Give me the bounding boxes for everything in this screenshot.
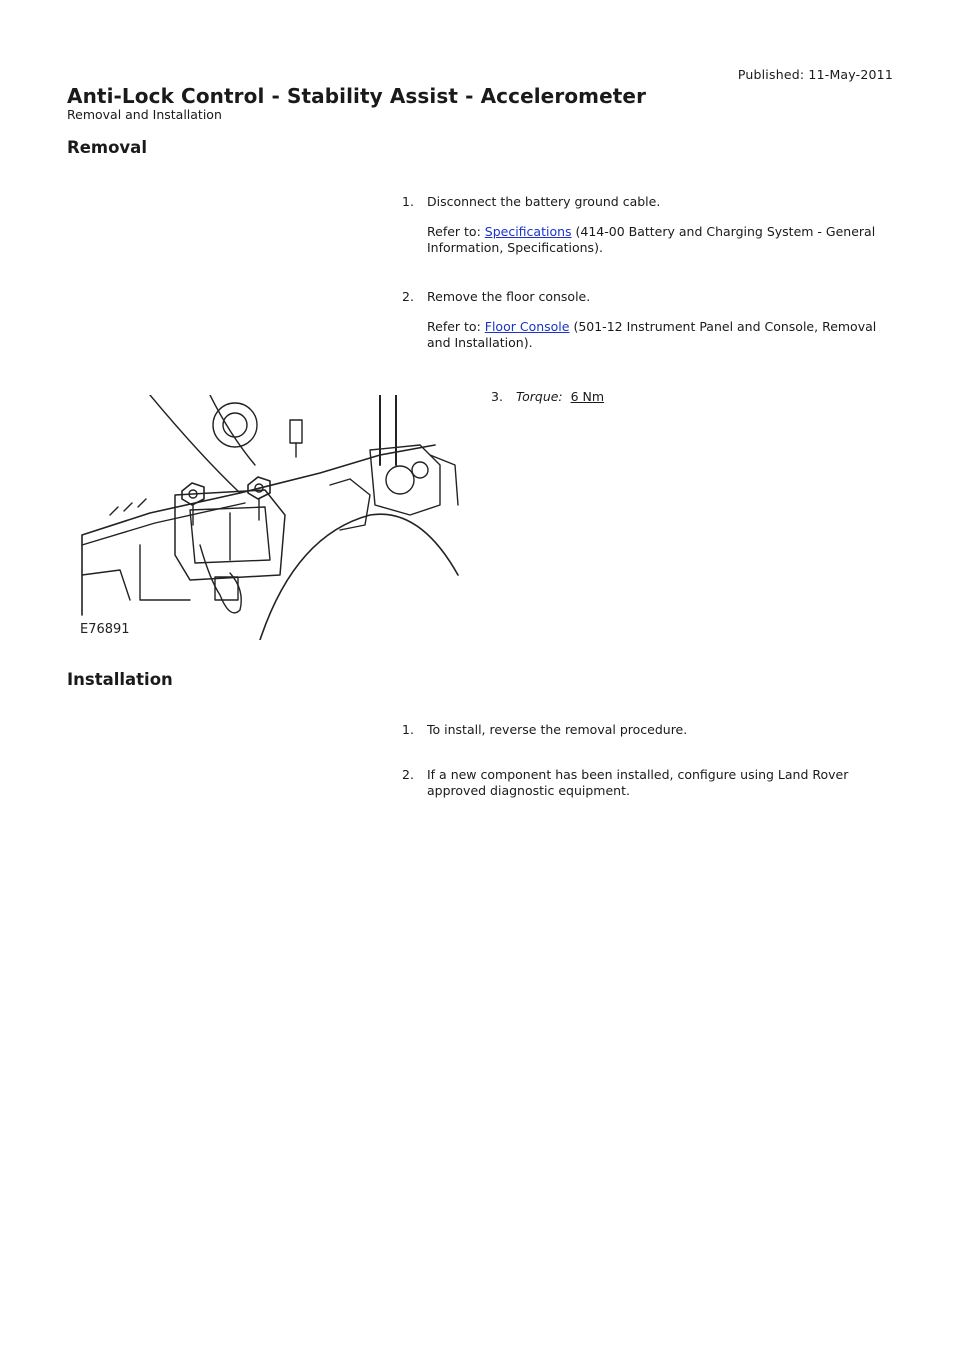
step-text: To install, reverse the removal procedure.: [427, 722, 688, 737]
removal-step-2: [402, 289, 892, 351]
step-text: If a new component has been installed, configure using Land Rover approved diagnostic equipment.: [427, 767, 849, 798]
step-text: [516, 389, 891, 405]
installation-step-1: [402, 722, 892, 738]
step-text: Disconnect the battery ground cable.: [427, 194, 661, 209]
torque-label: Torque:: [516, 389, 563, 404]
step-number: 2.: [402, 289, 414, 304]
component-illustration: [80, 395, 460, 640]
published-date: Published: 11-May-2011: [737, 67, 893, 82]
installation-heading: Installation: [67, 670, 173, 689]
figure-label: E76891: [80, 622, 130, 637]
step-reference: [427, 224, 892, 256]
reference-suffix: (414-00 Battery and Charging System - General Information, Specifications).: [427, 224, 876, 255]
reference-prefix: Refer to:: [427, 319, 485, 334]
step-text: Remove the floor console.: [427, 289, 591, 304]
step-number: 1.: [402, 722, 414, 737]
torque-value: 6 Nm: [570, 389, 605, 404]
step-number: 3.: [491, 389, 503, 404]
page-subtitle: Removal and Installation: [67, 107, 222, 122]
reference-prefix: Refer to:: [427, 224, 485, 239]
specifications-link[interactable]: Specifications: [484, 224, 572, 239]
installation-step-2: [402, 767, 892, 799]
removal-step-3: [491, 389, 891, 405]
step-number: 2.: [402, 767, 414, 782]
removal-heading: Removal: [67, 138, 147, 157]
removal-step-1: [402, 194, 892, 256]
page-title: Anti-Lock Control - Stability Assist - Accelerometer: [67, 84, 647, 108]
reference-suffix: (501-12 Instrument Panel and Console, Removal and Installation).: [427, 319, 877, 350]
floor-console-link[interactable]: Floor Console: [484, 319, 570, 334]
step-number: 1.: [402, 194, 414, 209]
step-reference: [427, 319, 892, 351]
